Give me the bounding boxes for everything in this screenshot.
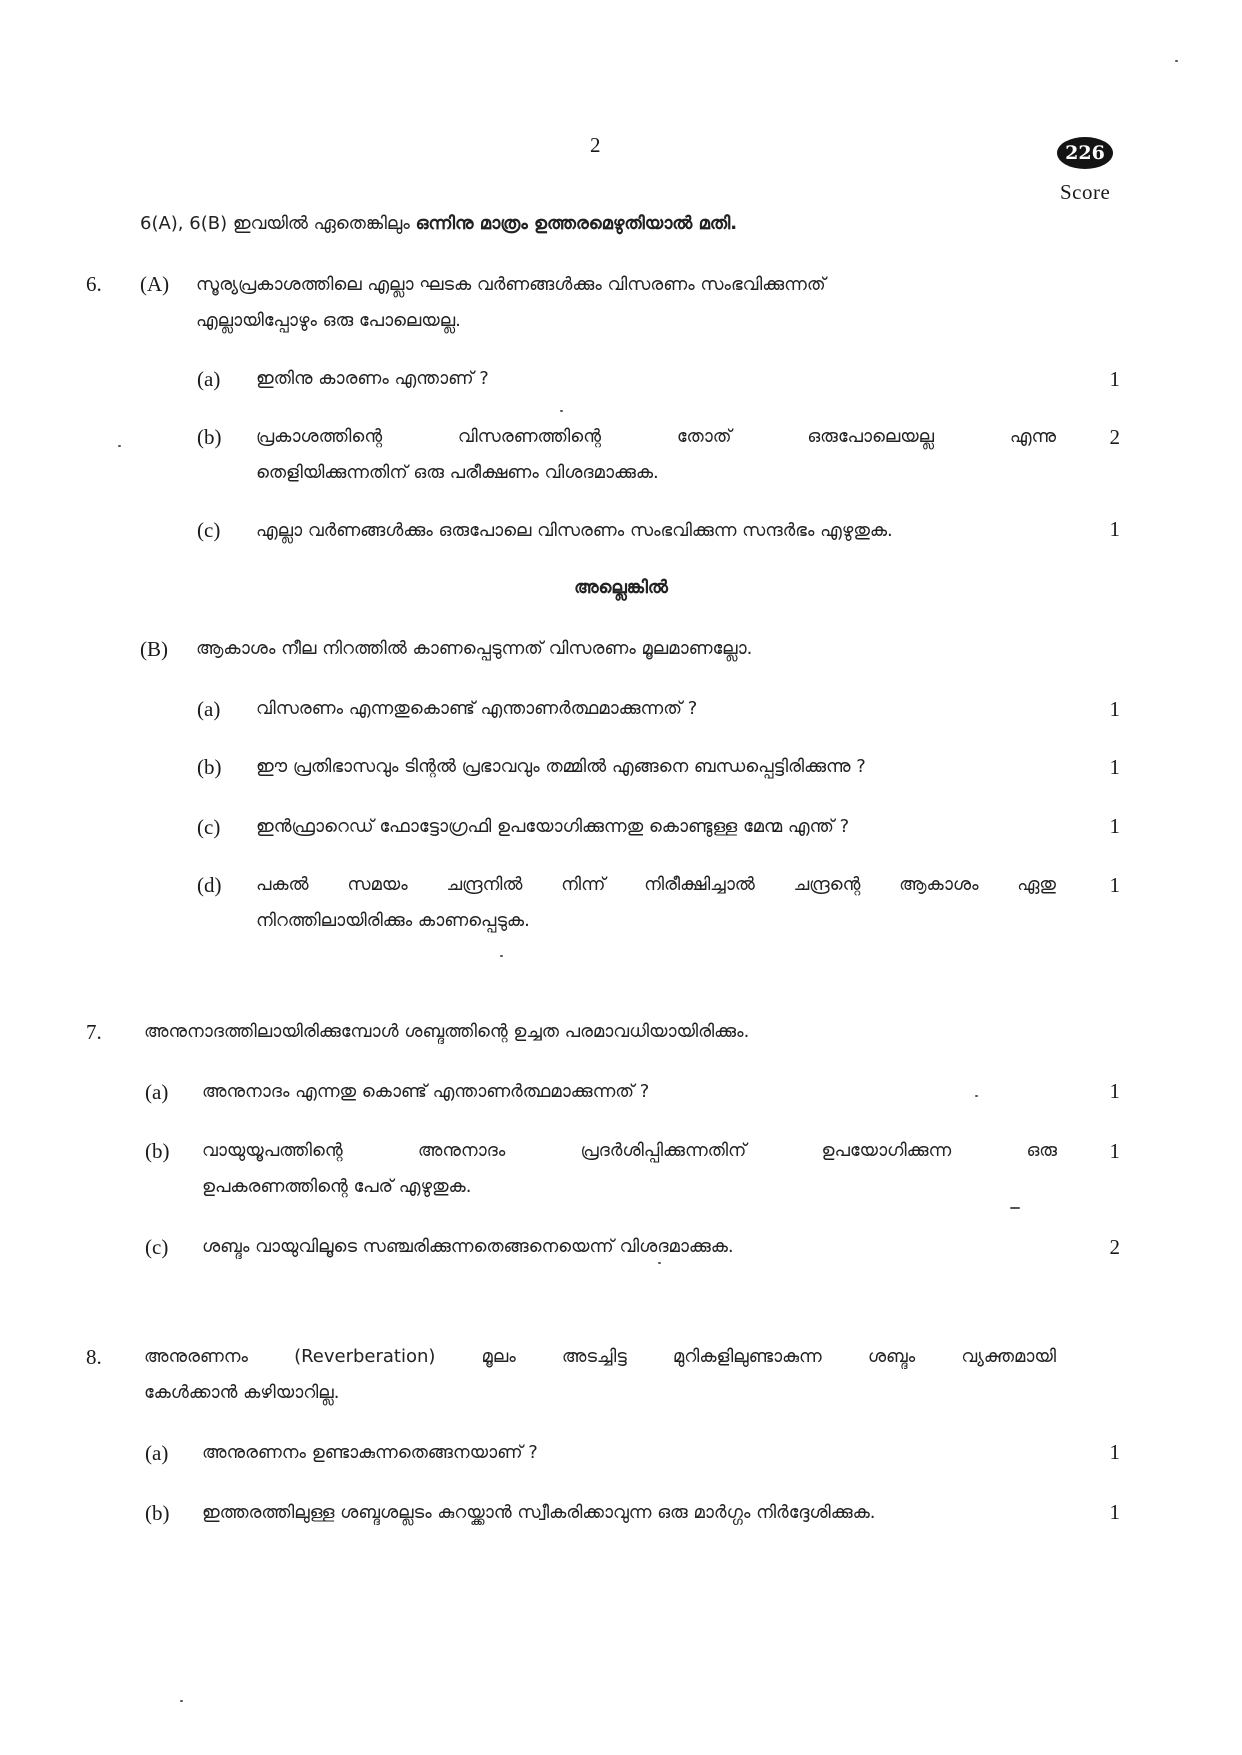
question-score: 1 bbox=[1109, 1139, 1120, 1163]
question-stem: അനുനാദത്തിലായിരിക്കുമ്പോൾ ശബ്ദത്തിന്റെ ഉച്ചത പരമാവധിയായിരിക്കും. bbox=[144, 1021, 750, 1042]
sub-question-label: (b) bbox=[197, 755, 222, 779]
sub-question-label: (b) bbox=[197, 425, 222, 449]
sub-question-label: (b) bbox=[145, 1139, 170, 1163]
question-number: 6. bbox=[86, 272, 102, 296]
question-score: 1 bbox=[1109, 1500, 1120, 1524]
choice-instruction bbox=[140, 213, 737, 234]
question-score: 1 bbox=[1109, 697, 1120, 721]
question-score: 1 bbox=[1109, 755, 1120, 779]
scan-speck bbox=[180, 1700, 183, 1702]
sub-question-label: (c) bbox=[145, 1235, 169, 1259]
sub-question-text: ശബ്ദം വായുവിലൂടെ സഞ്ചരിക്കുന്നതെങ്ങനെയെന്ന് വിശദമാക്കുക. bbox=[202, 1236, 734, 1257]
paper-code-badge bbox=[1057, 137, 1113, 169]
sub-question-text: ഇൻഫ്രാറെഡ് ഫോട്ടോഗ്രഫി ഉപയോഗിക്കുന്നതു കൊണ്ടുള്ള മേന്മ എന്ത് ? bbox=[256, 816, 850, 837]
option-label: (A) bbox=[140, 272, 170, 296]
sub-question-text: വായുയൂപത്തിന്റെ അനുനാദം പ്രദർശിപ്പിക്കുന്നതിന് ഉപയോഗിക്കുന്ന ഒരു bbox=[202, 1140, 1057, 1161]
sub-question-label: (a) bbox=[145, 1441, 169, 1465]
sub-question-text: പ്രകാശത്തിന്റെ വിസരണത്തിന്റെ തോത് ഒരുപോലെയല്ല എന്നു bbox=[256, 426, 1056, 447]
scan-speck bbox=[118, 445, 121, 447]
question-score: 1 bbox=[1109, 1440, 1120, 1464]
sub-question-text: അനുരണനം ഉണ്ടാകുന്നതെങ്ങനയാണ് ? bbox=[202, 1442, 538, 1463]
question-stem: എല്ലായിപ്പോഴും ഒരു പോലെയല്ല. bbox=[196, 310, 461, 331]
sub-question-label: (a) bbox=[145, 1080, 169, 1104]
page-number: 2 bbox=[590, 133, 601, 157]
sub-question-text: ഇതിനു കാരണം എന്താണ് ? bbox=[256, 368, 489, 389]
sub-question-text: വിസരണം എന്നതുകൊണ്ട് എന്താണർത്ഥമാക്കുന്നത് ? bbox=[256, 698, 698, 719]
sub-question-text: ഉപകരണത്തിന്റെ പേര് എഴുതുക. bbox=[202, 1176, 472, 1197]
sub-question-label: (a) bbox=[197, 367, 221, 391]
sub-question-text: പകൽ സമയം ചന്ദ്രനിൽ നിന്ന് നിരീക്ഷിച്ചാൽ ചന്ദ്രന്റെ ആകാശം ഏതു bbox=[256, 874, 1056, 895]
sub-question-text: അനുനാദം എന്നതു കൊണ്ട് എന്താണർത്ഥമാക്കുന്നത് ? bbox=[202, 1081, 650, 1102]
question-stem: സൂര്യപ്രകാശത്തിലെ എല്ലാ ഘടക വർണങ്ങൾക്കും വിസരണം സംഭവിക്കുന്നത് bbox=[196, 274, 826, 295]
sub-question-text: നിറത്തിലായിരിക്കും കാണപ്പെടുക. bbox=[256, 910, 530, 931]
question-score: 1 bbox=[1109, 367, 1120, 391]
sub-question-label: (c) bbox=[197, 518, 221, 542]
question-score: 1 bbox=[1109, 1079, 1120, 1103]
paper-code: 226 bbox=[1065, 142, 1105, 164]
scan-speck bbox=[500, 955, 503, 957]
scan-speck bbox=[658, 1262, 661, 1264]
scan-speck bbox=[975, 1095, 978, 1097]
sub-question-label: (c) bbox=[197, 815, 221, 839]
question-stem: ആകാശം നീല നിറത്തിൽ കാണപ്പെടുന്നത് വിസരണം മൂലമാണല്ലോ. bbox=[196, 638, 753, 659]
instruction-emphasis: ഒന്നിനു മാത്രം ഉത്തരമെഴുതിയാൽ മതി. bbox=[415, 213, 738, 234]
sub-question-label: (a) bbox=[197, 697, 221, 721]
question-score: 2 bbox=[1109, 1235, 1120, 1259]
sub-question-label: (d) bbox=[197, 873, 222, 897]
sub-question-text: എല്ലാ വർണങ്ങൾക്കും ഒരുപോലെ വിസരണം സംഭവിക്കുന്ന സന്ദർഭം എഴുതുക. bbox=[256, 520, 893, 541]
question-score: 2 bbox=[1109, 425, 1120, 449]
scan-speck bbox=[1175, 60, 1178, 62]
sub-question-text: ഈ പ്രതിഭാസവും ടിന്റൽ പ്രഭാവവും തമ്മിൽ എങ്ങനെ ബന്ധപ്പെട്ടിരിക്കുന്നു ? bbox=[256, 756, 866, 777]
sub-question-text: ഇത്തരത്തിലുള്ള ശബ്ദശല്ലടം കുറയ്ക്കാൻ സ്വീകരിക്കാവുന്ന ഒരു മാർഗ്ഗം നിർദ്ദേശിക്കുക. bbox=[202, 1502, 876, 1523]
question-stem: കേൾക്കാൻ കഴിയാറില്ല. bbox=[144, 1382, 340, 1403]
or-divider: അല്ലെങ്കിൽ bbox=[574, 577, 668, 598]
option-label: (B) bbox=[140, 637, 168, 661]
question-number: 7. bbox=[86, 1020, 102, 1044]
sub-question-label: (b) bbox=[145, 1501, 170, 1525]
scan-speck bbox=[1010, 1207, 1020, 1209]
question-score: 1 bbox=[1109, 873, 1120, 897]
score-column-heading: Score bbox=[1060, 180, 1111, 204]
question-score: 1 bbox=[1109, 517, 1120, 541]
sub-question-text: തെളിയിക്കുന്നതിന് ഒരു പരീക്ഷണം വിശദമാക്കുക. bbox=[256, 462, 659, 483]
question-number: 8. bbox=[86, 1345, 102, 1369]
question-score: 1 bbox=[1109, 814, 1120, 838]
instruction-text: 6(A), 6(B) ഇവയിൽ ഏതെങ്കിലും bbox=[140, 213, 416, 234]
scan-speck bbox=[560, 410, 563, 412]
question-stem: അനുരണനം (Reverberation) മൂലം അടച്ചിട്ട മുറികളിലുണ്ടാകുന്ന ശബ്ദം വ്യക്തമായി bbox=[144, 1346, 1056, 1367]
